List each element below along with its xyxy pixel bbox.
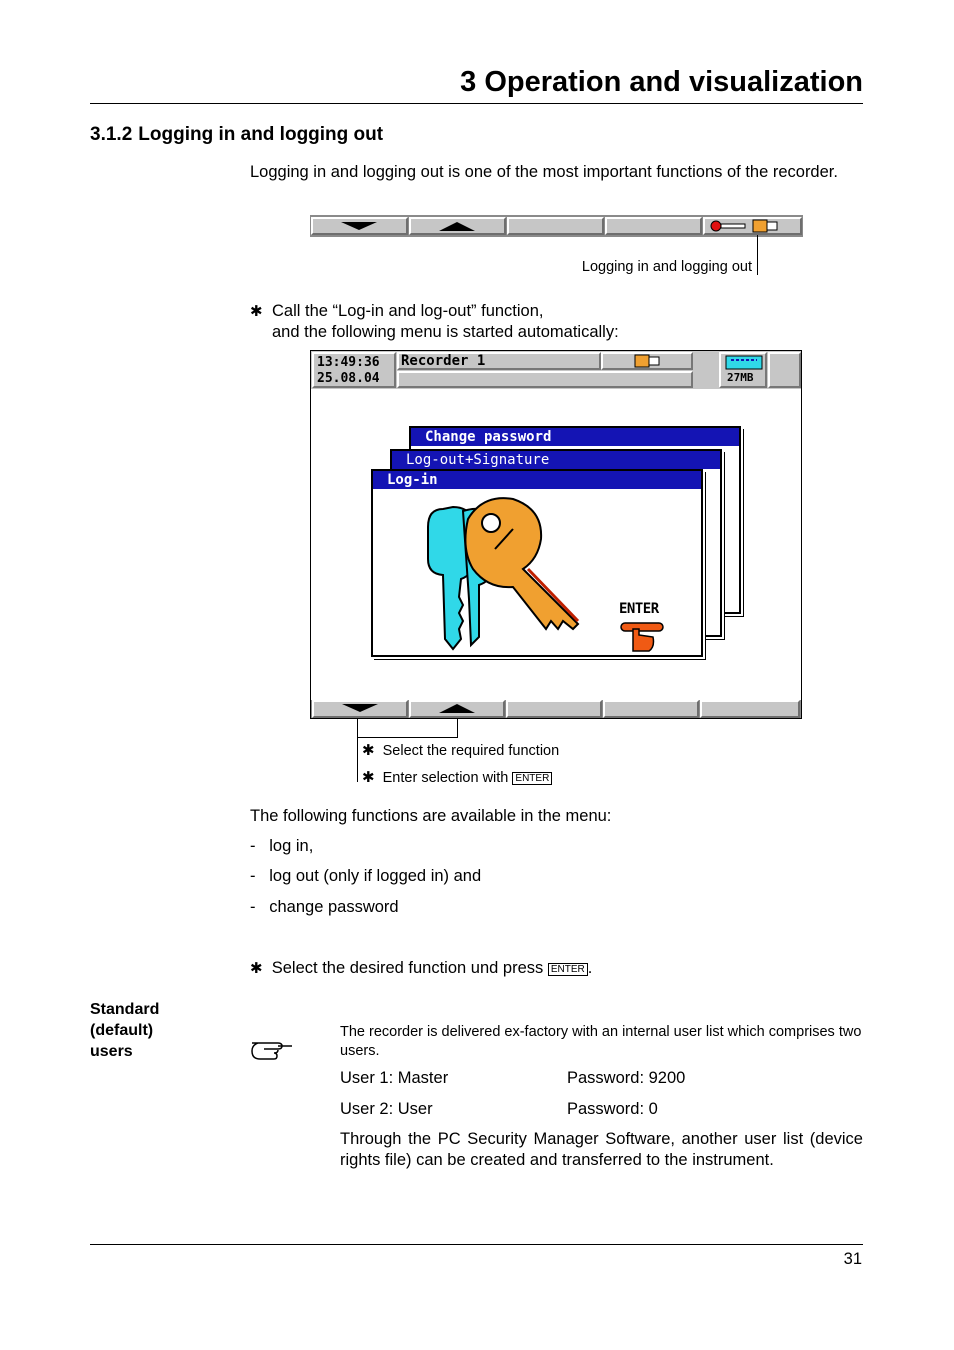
function-item-text: log in,: [269, 837, 314, 855]
intro-paragraph: Logging in and logging out is one of the most important functions of the recorder.: [250, 163, 838, 181]
bullet-star-icon: ✱: [362, 742, 375, 759]
functions-intro: The following functions are available in the menu:: [250, 807, 612, 825]
page-number: 31: [843, 1250, 862, 1268]
section-number: 3.1.2: [90, 124, 133, 145]
chapter-title: 3 Operation and visualization: [460, 66, 863, 98]
bullet-star-icon: ✱: [250, 960, 263, 977]
step1-line1: Call the “Log-in and log-out” function,: [272, 302, 544, 320]
user-2: User 2: User: [340, 1100, 433, 1118]
softkey-blank-2[interactable]: [605, 217, 702, 235]
recorder-screen: [310, 350, 802, 719]
screen-softkey-blank-2[interactable]: [603, 700, 699, 718]
section-heading: [90, 124, 383, 146]
step2-text: Select the desired function und press: [271, 959, 544, 977]
callout-line-left: [357, 718, 358, 782]
enter-key: ENTER: [512, 772, 552, 785]
standard-users-label-line: users: [90, 1043, 133, 1060]
function-item-text: log out (only if logged in) and: [269, 867, 482, 885]
memory-cell: [719, 352, 767, 388]
enter-label: ENTER: [619, 601, 659, 617]
status-right-cell: [768, 352, 801, 388]
callout-select-text: Select the required function: [382, 743, 560, 759]
clock-date: 25.08.04: [317, 371, 380, 386]
arrow-down-icon: [314, 702, 406, 716]
status-bar: [311, 351, 801, 389]
function-item-text: change password: [269, 898, 399, 916]
pointing-hand-icon: [619, 617, 669, 657]
arrow-down-icon: [313, 219, 406, 233]
screen-softkey-blank-1[interactable]: [506, 700, 602, 718]
callout-select: [362, 741, 559, 759]
function-item: - log in,: [250, 837, 314, 855]
datetime-cell: [312, 352, 396, 388]
arrow-up-icon: [411, 219, 504, 233]
menu-title-logout: Log-out+Signature: [392, 451, 720, 469]
menu-window-login[interactable]: [371, 469, 703, 657]
memory-label: 27MB: [727, 371, 754, 384]
screen-softkey-blank-3[interactable]: [700, 700, 800, 718]
login-status-cell: [601, 352, 693, 370]
standard-users-label: [90, 999, 159, 1062]
step1-text: [272, 301, 619, 342]
clock-time: 13:49:36: [317, 355, 380, 370]
callout-line-horizontal: [357, 737, 458, 738]
menu-title-change-password: Change password: [411, 428, 739, 446]
softkey-blank-1[interactable]: [507, 217, 604, 235]
screen-softkey-down[interactable]: [312, 700, 408, 718]
function-item: - log out (only if logged in) and: [250, 867, 482, 885]
menu-title-login: Log-in: [373, 471, 701, 489]
memory-card-icon: [723, 354, 767, 372]
step1-line2: and the following menu is started automatically:: [272, 322, 619, 341]
arrow-up-icon: [411, 702, 503, 716]
softkey-bar-top: [310, 215, 803, 237]
header-rule: [90, 103, 863, 104]
step2: ✱ Select the desired function und press ENTER .: [250, 959, 593, 977]
recorder-name: Recorder 1: [397, 352, 601, 370]
bullet-star-icon: ✱: [362, 769, 375, 786]
pointing-hand-note-icon: [248, 1035, 294, 1061]
key-lock-icon: [705, 219, 800, 233]
callout-line-login: [757, 235, 758, 275]
function-item: - change password: [250, 898, 399, 916]
callout-enter-text: Enter selection with: [382, 770, 509, 786]
softkey-up[interactable]: [409, 217, 506, 235]
softkey-callout-label: Logging in and logging out: [581, 259, 752, 275]
user-1-password: Password: 9200: [567, 1069, 686, 1087]
callout-enter: [362, 768, 552, 786]
status-blank-cell: [397, 371, 693, 388]
screen-softkey-bar: [311, 700, 801, 718]
standard-users-label-line: Standard: [90, 1001, 160, 1018]
standard-users-note: The recorder is delivered ex-factory with an internal user list which comprises two users.: [340, 1024, 862, 1059]
user-1: User 1: Master: [340, 1069, 449, 1087]
footer-rule: [90, 1244, 863, 1245]
callout-line-right: [457, 718, 458, 738]
section-title: Logging in and logging out: [138, 124, 384, 145]
softkey-login[interactable]: [703, 217, 802, 235]
enter-key: ENTER: [548, 963, 588, 976]
user-2-password: Password: 0: [567, 1100, 658, 1118]
screen-softkey-up[interactable]: [409, 700, 505, 718]
lock-icon: [633, 354, 673, 368]
closing-paragraph: Through the PC Security Manager Software, another user list (device rights file) can be created and transferred to the instrument.: [340, 1130, 863, 1169]
standard-users-label-line: (default): [90, 1022, 154, 1039]
bullet-star-icon: ✱: [250, 303, 263, 320]
softkey-down[interactable]: [311, 217, 408, 235]
